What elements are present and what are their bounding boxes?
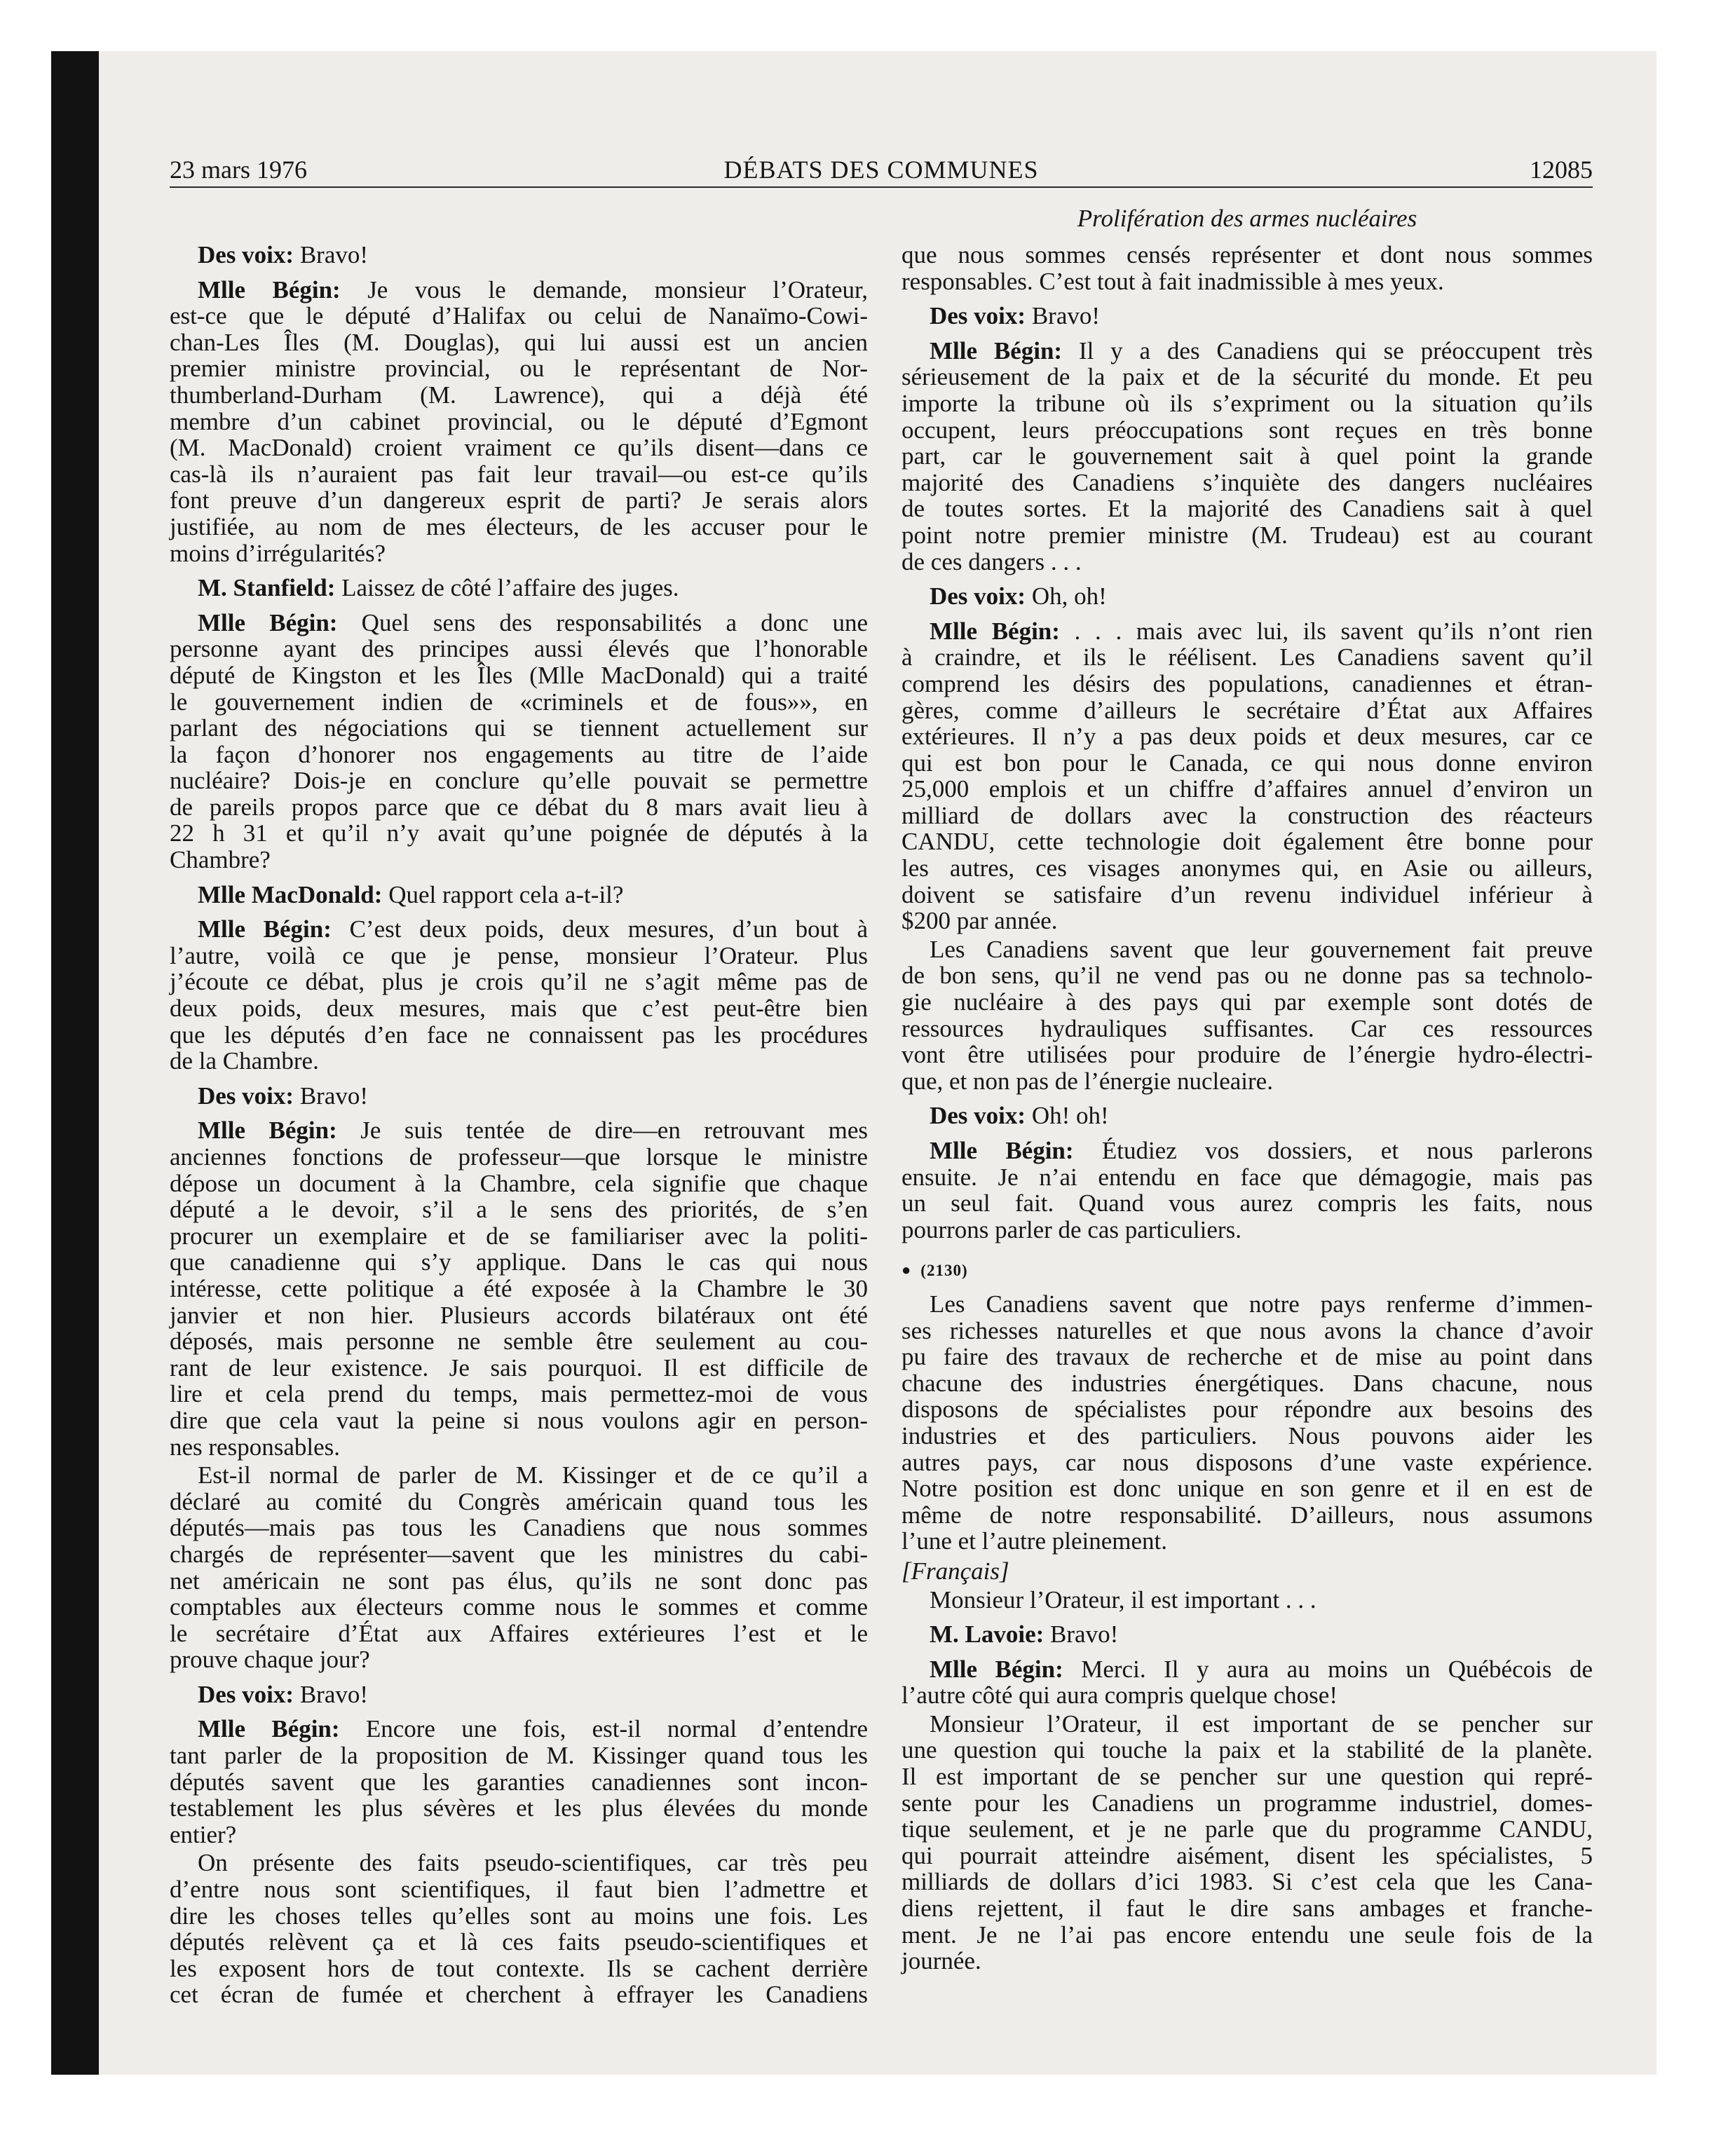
text-line: chacune des industries énergétiques. Dans chacune, nous [901,1369,1593,1397]
text-line: députés—mais pas tous les Canadiens que nous sommes [170,1514,868,1542]
language-note [901,1558,1593,1585]
text-line: même de notre responsabilité. D’ailleurs, nous assumons [901,1501,1593,1529]
text-line: que, et non pas de l’énergie nucleaire. [901,1067,1273,1095]
text-line: de toutes sortes. Et la majorité des Canadiens sait à quel [901,495,1593,523]
line-text: . . . mais avec lui, ils savent qu’ils n’ont rien [1074,617,1593,645]
text-line: sérieusement de la paix et de la sécurité du monde. Et peu [901,363,1593,391]
text-line: procurer un exemplaire et de se familiariser avec la politi- [170,1222,868,1250]
text-line: de bon sens, qu’il ne vend pas ou ne donne pas sa technolo- [901,962,1593,990]
text-line: l’une et l’autre pleinement. [901,1527,1168,1555]
text-line: CANDU, cette technologie doit également être bonne pour [901,828,1593,856]
text-line: Il est important de se pencher sur une question qui repré- [901,1763,1593,1791]
line-text: C’est deux poids, deux mesures, d’un bout à [349,915,869,943]
text-line: l’autre côté qui aura compris quelque chose! [901,1681,1338,1710]
speech-paragraph [170,1716,868,1848]
text-line: [Français] [901,1557,1009,1585]
text-line: moins d’irrégularités? [170,539,386,567]
line-text: Quel rapport cela a-t-il? [388,880,624,908]
speech-paragraph [901,1138,1593,1243]
speech-paragraph [901,1621,1593,1648]
line-text: Étudiez vos dossiers, et nous parlerons [1101,1137,1593,1164]
text-line: On présente des faits pseudo-scientifiques, car très peu [198,1849,868,1877]
text-line: déclaré au comité du Congrès américain quand tous les [170,1487,868,1515]
text-line [901,618,1593,645]
text-line: majorité des Canadiens s’inquiète des dangers nucléaires [901,468,1593,496]
header-publication-title: DÉBATS DES COMMUNES [723,156,1039,184]
text-line: occupent, leurs préoccupations sont reçues en très bonne [901,416,1593,444]
text-line [170,1716,868,1742]
scan-border [51,51,99,2075]
text-line: d’entre nous sont scientifiques, il faut bien l’admettre et [170,1876,868,1904]
text-line [170,882,868,908]
speech-paragraph [170,916,868,1074]
line-text: Je vous le demande, monsieur l’Orateur, [367,275,868,303]
page-header [170,154,1593,185]
paragraph [901,1291,1593,1555]
text-line: point notre premier ministre (M. Trudeau) est au courant [901,521,1593,549]
text-line: premier ministre provincial, ou le représentant de Nor- [170,355,868,383]
speaker-name: Mlle Bégin: [930,1137,1074,1164]
marker-time: (2130) [920,1261,968,1279]
text-line: députés relèvent ça et là ces faits pseudo-scientifiques et [170,1928,868,1956]
text-line: à craindre, et ils le réélisent. Les Canadiens savent qu’il [901,643,1593,671]
speaker-name: Des voix: [930,302,1026,330]
text-line: disposons de spécialistes pour répondre aux besoins des [901,1396,1593,1424]
text-line: industries et des particuliers. Nous pouvons aider les [901,1421,1593,1449]
text-line [901,583,1593,610]
speech-paragraph [170,1681,868,1708]
text-line: que canadienne qui s’y applique. Dans le cas qui nous [170,1248,868,1276]
text-line [170,1083,868,1110]
speech-paragraph [901,618,1593,934]
text-line: intéresse, cette politique a été exposée à la Chambre le 30 [170,1274,868,1302]
text-line: le gouvernement indien de «criminels et de fous»», en [170,688,868,716]
text-line: milliard de dollars avec la construction des réacteurs [901,801,1593,829]
paragraph [170,1462,868,1673]
text-line: pu faire des travaux de recherche et de mise au point dans [901,1343,1593,1371]
text-line: doivent se satisfaire d’un revenu individuel inférieur à [901,880,1593,908]
text-line [901,338,1593,364]
text-line: la façon d’honorer nos engagements au titre de l’aide [170,740,868,768]
text-line: dire les choses telles qu’elles sont au moins une fois. Les [170,1902,868,1930]
text-line [170,1681,868,1708]
text-line: que nous sommes censés représenter et dont nous sommes [901,241,1593,268]
paragraph [901,242,1593,294]
line-text: Il y a des Canadiens qui se préoccupent très [1078,336,1593,364]
header-rule [170,186,1593,188]
text-line: de pareils propos parce que ce débat du 8 mars avait lieu à [170,793,868,821]
text-line: extérieures. Il n’y a pas deux poids et deux mesures, car ce [901,723,1593,751]
text-line: ses richesses naturelles et que nous avons la chance d’avoir [901,1316,1593,1344]
text-line: entier? [170,1820,237,1848]
speaker-name: Mlle Bégin: [198,275,341,303]
text-line: Les Canadiens savent que leur gouvernement fait preuve [930,935,1593,963]
text-line: justifiée, au nom de mes électeurs, de les accuser pour le [170,512,868,540]
text-line [170,1117,868,1144]
text-line: lire et cela prend du temps, mais permettez-moi de vous [170,1380,868,1408]
speaker-name: Mlle MacDonald: [198,880,383,908]
text-line: déposés, mais personne ne semble être seulement au cou- [170,1328,868,1356]
text-line: anciennes fonctions de professeur—que lorsque le ministre [170,1143,868,1171]
speaker-name: Mlle Bégin: [930,1655,1063,1683]
text-line [170,575,868,601]
text-line: tant parler de la proposition de M. Kissinger quand tous les [170,1742,868,1770]
line-text: Laissez de côté l’affaire des juges. [341,574,679,602]
speaker-name: Des voix: [930,582,1026,610]
speaker-name: Des voix: [198,241,294,268]
line-text: Bravo! [299,1680,369,1708]
text-line: diens rejettent, il faut le dire sans ambages et franche- [901,1895,1593,1923]
text-line: autres pays, car nous disposons d’une vaste expérience. [901,1448,1593,1476]
speaker-name: Mlle Bégin: [930,336,1063,364]
text-line [170,277,868,303]
text-line: (M. MacDonald) croient vraiment ce qu’ils disent—dans ce [170,434,868,462]
text-line: qui est bon pour le Canada, ce qui nous donne environ [901,749,1593,777]
text-line: nucléaire? Dois-je en conclure qu’elle pouvait se permettre [170,767,868,795]
text-line: font preuve d’un dangereux esprit de parti? Je serais alors [170,486,868,514]
speaker-name: Mlle Bégin: [198,608,338,636]
text-line [901,1138,1593,1164]
line-text: Oh, oh! [1031,582,1107,610]
speech-paragraph [170,242,868,268]
text-line: vont être utilisées pour produire de l’énergie hydro-électri- [901,1041,1593,1069]
text-line [170,242,868,268]
text-line: nes responsables. [170,1433,341,1461]
speaker-name: Des voix: [198,1082,294,1110]
text-line: j’écoute ce débat, plus je crois qu’il ne s’agit même pas de [170,968,868,996]
speaker-name: M. Lavoie: [930,1621,1045,1649]
text-line: milliards de dollars d’ici 1983. Si c’est cela que les Cana- [901,1868,1593,1896]
text-line: testablement les plus sévères et les plus élevées du monde [170,1794,868,1822]
text-line: Notre position est donc unique en son genre et il en est de [901,1475,1593,1503]
running-head: Prolifération des armes nucléaires [1077,205,1417,232]
speaker-name: Des voix: [930,1102,1026,1130]
text-line [901,1621,1593,1648]
text-line: gie nucléaire à des pays qui par exemple sont dotés de [901,988,1593,1016]
text-line [170,916,868,943]
text-line: responsables. C’est tout à fait inadmissible à mes yeux. [901,267,1444,295]
text-line: l’autre, voilà ce que je pense, monsieur l’Orateur. Plus [170,941,868,969]
text-line: comprend les désirs des populations, canadiennes et étran- [901,669,1593,697]
text-line: personne ayant des principes aussi élevés que l’honorable [170,635,868,663]
text-line [170,610,868,636]
speech-paragraph [170,882,868,908]
text-line: deux poids, deux mesures, mais que c’est peut-être bien [170,995,868,1023]
speaker-name: Mlle Bégin: [198,1117,337,1145]
text-line: dire que cela vaut la peine si nous voulons agir en person- [170,1406,868,1434]
text-line: qui pourrait atteindre aisément, disent les spécialistes, 5 [901,1841,1593,1869]
text-line: journée. [901,1947,981,1975]
text-line: de la Chambre. [170,1047,319,1075]
text-line: Monsieur l’Orateur, il est important de se pencher sur [930,1710,1593,1738]
text-line: le secrétaire d’État aux Affaires extérieures l’est et le [170,1619,868,1647]
text-line: est-ce que le député d’Halifax ou celui de Nanaïmo-Cowi- [170,302,868,330]
paragraph [901,1711,1593,1974]
line-text: Bravo! [299,1082,369,1110]
text-line: Chambre? [170,846,271,874]
line-text: Encore une fois, est-il normal d’entendre [365,1715,869,1743]
text-line: dépose un document à la Chambre, cela signifie que chaque [170,1169,868,1197]
speech-paragraph [170,575,868,601]
speech-paragraph [170,610,868,873]
text-line [901,1103,1593,1129]
text-line: thumberland-Durham (M. Lawrence), qui a déjà été [170,381,868,409]
text-line [901,303,1593,329]
text-line: chan-Les Îles (M. Douglas), qui lui aussi est un ancien [170,328,868,356]
line-text: Bravo! [1031,302,1101,330]
speech-paragraph [901,303,1593,329]
text-line: Monsieur l’Orateur, il est important . . . [930,1585,1316,1613]
line-text: Je suis tentée de dire—en retrouvant mes [360,1117,868,1145]
speech-paragraph [170,1117,868,1460]
text-line: député de Kingston et les Îles (Mlle MacDonald) qui a traité [170,661,868,689]
speech-paragraph [170,277,868,567]
speech-paragraph [901,1103,1593,1129]
speaker-name: Mlle Bégin: [198,915,332,943]
paragraph [170,1850,868,2008]
text-line: parlant des négociations qui se tiennent actuellement sur [170,714,868,742]
line-text: Quel sens des responsabilités a donc une [361,608,869,636]
text-column-right [901,242,1593,1974]
text-line: cet écran de fumée et cherchent à effrayer les Canadiens [170,1981,868,2009]
text-line: de ces dangers . . . [901,547,1082,575]
paragraph [901,1587,1593,1613]
speech-paragraph [901,583,1593,610]
text-line [901,1656,1593,1683]
speech-paragraph [901,1656,1593,1709]
text-column-left [170,242,868,2008]
speaker-name: M. Stanfield: [198,574,336,602]
text-line: part, car le gouvernement sait à quel point la grande [901,442,1593,470]
text-line: rant de leur existence. Je sais pourquoi. Il est difficile de [170,1353,868,1381]
text-line: chargés de représenter—savent que les ministres du cabi- [170,1540,868,1568]
text-line: un seul fait. Quand vous aurez compris les faits, nous [901,1189,1593,1217]
line-text: Bravo! [299,241,369,268]
text-line: sente pour les Canadiens un programme industriel, domes- [901,1789,1593,1817]
text-line: cas-là ils n’auraient pas fait leur travail—ou est-ce qu’ils [170,460,868,488]
text-line: ensuite. Je n’ai entendu en face que démagogie, mais pas [901,1163,1593,1191]
line-text: Oh! oh! [1031,1102,1109,1130]
header-page-number: 12085 [1530,156,1593,184]
marker-bullet: ● [901,1261,911,1279]
text-line: $200 par année. [901,907,1058,935]
header-date: 23 mars 1976 [170,156,307,184]
speech-paragraph [170,1083,868,1110]
text-line: les exposent hors de tout contexte. Ils se cachent derrière [170,1954,868,1982]
speech-paragraph [901,338,1593,575]
text-line: pourrons parler de cas particuliers. [901,1215,1241,1243]
speaker-name: Des voix: [198,1680,294,1708]
text-line: janvier et non hier. Plusieurs accords bilatéraux ont été [170,1301,868,1329]
text-line: Les Canadiens savent que notre pays renferme d’immen- [930,1290,1593,1318]
speaker-name: Mlle Bégin: [930,617,1060,645]
text-line: une question qui touche la paix et la stabilité de la planète. [901,1736,1593,1764]
text-line: 25,000 emplois et un chiffre d’affaires annuel d’environ un [901,775,1593,803]
text-line: tique seulement, et je ne parle que du programme CANDU, [901,1815,1593,1843]
line-text: Merci. Il y aura au moins un Québécois de [1081,1655,1593,1683]
text-line: net américain ne sont pas élus, qu’ils ne sont donc pas [170,1567,868,1595]
text-line: importe la tribune où ils s’expriment ou la situation qu’ils [901,389,1593,417]
speaker-name: Mlle Bégin: [198,1715,340,1743]
text-line: membre d’un cabinet provincial, ou le député d’Egmont [170,407,868,435]
text-line: les autres, ces visages anonymes qui, en Asie ou ailleurs, [901,854,1593,882]
text-line: ment. Je ne l’ai pas encore entendu une seule fois de la [901,1920,1593,1949]
text-line: gères, comme d’ailleurs le secrétaire d’État aux Affaires [901,696,1593,724]
text-line: 22 h 31 et qu’il n’y avait qu’une poignée de députés à la [170,819,868,847]
text-line: député a le devoir, s’il a le sens des priorités, de s’en [170,1196,868,1224]
text-line: Est-il normal de parler de M. Kissinger et de ce qu’il a [198,1461,868,1489]
line-text: Bravo! [1050,1621,1119,1649]
text-line: prouve chaque jour? [170,1646,370,1674]
text-line: que les députés d’en face ne connaissent pas les procédures [170,1021,868,1049]
text-line: députés savent que les garanties canadiennes sont incon- [170,1768,868,1796]
time-marker [901,1255,1593,1281]
text-line: comptables aux électeurs comme nous le sommes et comme [170,1593,868,1621]
text-line: ressources hydrauliques suffisantes. Car ces ressources [901,1014,1593,1042]
paragraph [901,936,1593,1095]
